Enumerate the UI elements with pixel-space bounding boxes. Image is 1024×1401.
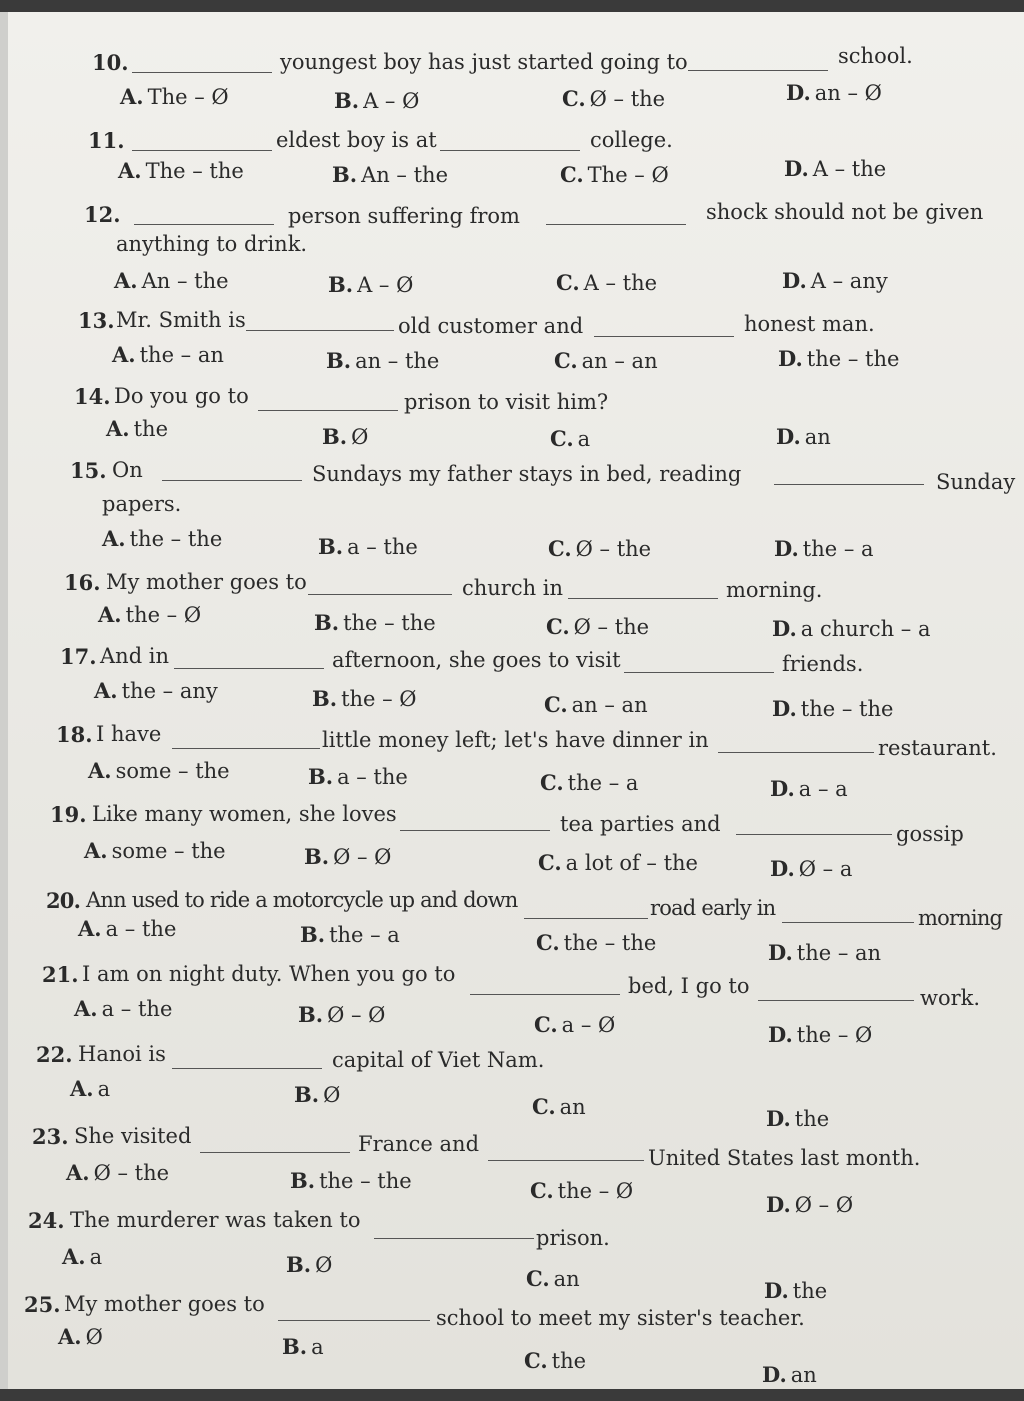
- option-letter: A.: [70, 1076, 94, 1101]
- answer-blank: [172, 1068, 322, 1069]
- option-text: the – an: [139, 343, 224, 367]
- option-text: Ø: [315, 1253, 333, 1277]
- option-b[interactable]: [282, 1334, 324, 1359]
- answer-blank: [624, 672, 774, 673]
- answer-blank: [132, 150, 272, 151]
- option-text: a – the: [347, 535, 418, 559]
- option-a[interactable]: [70, 1076, 110, 1101]
- option-b[interactable]: [322, 424, 368, 449]
- question-text: morning.: [726, 578, 823, 602]
- question-text: France and: [358, 1132, 480, 1156]
- option-letter: D.: [786, 80, 811, 105]
- option-text: the – the: [800, 697, 894, 721]
- option-text: the: [792, 1279, 828, 1303]
- option-letter: B.: [326, 348, 352, 373]
- option-letter: B.: [298, 1002, 324, 1027]
- option-text: a – the: [101, 997, 173, 1021]
- question-text: work.: [920, 986, 981, 1010]
- answer-blank: [200, 1152, 350, 1153]
- option-c[interactable]: [544, 692, 648, 717]
- answer-blank: [758, 1000, 914, 1001]
- option-b[interactable]: [290, 1168, 412, 1193]
- answer-blank: [568, 598, 718, 599]
- question-number: 18.: [56, 722, 93, 747]
- option-b[interactable]: [314, 610, 436, 635]
- option-letter: C.: [556, 270, 580, 295]
- option-text: Ø – Ø: [333, 845, 392, 869]
- option-letter: B.: [332, 162, 358, 187]
- option-letter: B.: [304, 844, 330, 869]
- answer-blank: [308, 594, 452, 595]
- option-letter: A.: [118, 158, 142, 183]
- option-c[interactable]: [562, 86, 665, 111]
- option-text: The – Ø: [147, 85, 229, 109]
- option-letter: D.: [782, 268, 807, 293]
- option-c[interactable]: [540, 770, 638, 795]
- top-frame-border: [0, 0, 1024, 12]
- option-text: an: [804, 425, 831, 449]
- option-d[interactable]: [770, 776, 848, 801]
- option-text: a: [89, 1245, 103, 1269]
- option-text: the – the: [319, 1169, 412, 1193]
- option-text: a church – a: [800, 617, 931, 641]
- option-letter: B.: [290, 1168, 316, 1193]
- answer-blank: [440, 150, 580, 151]
- option-b[interactable]: [286, 1252, 332, 1277]
- option-text: a – the: [337, 765, 408, 789]
- option-letter: B.: [328, 272, 354, 297]
- option-b[interactable]: [298, 1002, 385, 1027]
- option-letter: A.: [78, 916, 102, 941]
- question-text: morning: [918, 906, 1003, 930]
- question-number: 25.: [24, 1292, 61, 1317]
- option-text: a – a: [798, 777, 848, 801]
- option-text: an – an: [581, 349, 658, 373]
- option-text: a – the: [105, 917, 177, 941]
- option-text: the – any: [121, 679, 218, 703]
- question-text: friends.: [782, 652, 864, 676]
- option-text: An – the: [361, 163, 448, 187]
- option-letter: D.: [784, 156, 809, 181]
- question-number: 14.: [74, 384, 111, 409]
- question-text: bed, I go to: [628, 974, 750, 998]
- option-text: Ø – a: [798, 857, 853, 881]
- option-text: an – Ø: [814, 81, 882, 105]
- worksheet-page: [8, 12, 1024, 1389]
- option-letter: A.: [94, 678, 118, 703]
- question-number: 12.: [84, 202, 121, 227]
- option-letter: C.: [526, 1266, 550, 1291]
- option-text: an: [790, 1363, 817, 1387]
- question-text: She visited: [74, 1124, 192, 1148]
- option-c[interactable]: [526, 1266, 580, 1291]
- option-b[interactable]: [300, 922, 400, 947]
- option-letter: A.: [106, 416, 130, 441]
- option-text: the – Ø: [125, 603, 202, 627]
- option-text: A – the: [583, 271, 658, 295]
- option-text: a: [311, 1335, 324, 1359]
- question-text: United States last month.: [648, 1146, 921, 1170]
- option-letter: B.: [334, 88, 360, 113]
- option-letter: D.: [768, 1022, 793, 1047]
- question-text: Sundays my father stays in bed, reading: [312, 462, 742, 486]
- option-c[interactable]: [560, 162, 669, 187]
- option-letter: C.: [544, 692, 568, 717]
- option-letter: A.: [120, 84, 144, 109]
- option-d[interactable]: [774, 536, 874, 561]
- question-text: capital of Viet Nam.: [332, 1048, 545, 1072]
- option-a[interactable]: [66, 1160, 169, 1185]
- answer-blank: [400, 830, 550, 831]
- question-text: I have: [96, 722, 162, 746]
- option-a[interactable]: [120, 84, 229, 109]
- answer-blank: [774, 484, 924, 485]
- option-letter: D.: [772, 696, 797, 721]
- option-d[interactable]: [768, 1022, 872, 1047]
- option-d[interactable]: [772, 696, 893, 721]
- option-a[interactable]: [78, 916, 176, 941]
- option-letter: D.: [766, 1106, 791, 1131]
- option-a[interactable]: [62, 1244, 102, 1269]
- option-text: a: [577, 427, 591, 451]
- option-text: the – Ø: [796, 1023, 873, 1047]
- question-text: person suffering from: [288, 204, 520, 228]
- answer-blank: [162, 480, 302, 481]
- option-a[interactable]: [102, 526, 222, 551]
- option-d[interactable]: [784, 156, 886, 181]
- option-a[interactable]: [74, 996, 172, 1021]
- answer-blank: [488, 1160, 644, 1161]
- option-text: the – a: [567, 771, 639, 795]
- option-b[interactable]: [326, 348, 439, 373]
- question-number: 21.: [42, 962, 79, 987]
- question-text: gossip: [896, 822, 964, 846]
- option-text: the: [133, 417, 169, 441]
- question-continuation: papers.: [102, 492, 182, 516]
- option-letter: B.: [314, 610, 340, 635]
- option-letter: C.: [540, 770, 564, 795]
- option-text: Ø – Ø: [327, 1003, 386, 1027]
- option-text: A – the: [812, 157, 887, 181]
- option-letter: D.: [776, 424, 801, 449]
- option-text: Ø – the: [573, 615, 650, 639]
- option-d[interactable]: [770, 856, 852, 881]
- option-text: the – the: [343, 611, 436, 635]
- option-letter: D.: [778, 346, 803, 371]
- option-a[interactable]: [114, 268, 229, 293]
- option-text: Ø – the: [93, 1161, 170, 1185]
- answer-blank: [132, 72, 272, 73]
- option-text: the – the: [563, 931, 657, 955]
- option-letter: C.: [536, 930, 560, 955]
- option-letter: A.: [66, 1160, 90, 1185]
- option-c[interactable]: [534, 1012, 615, 1037]
- question-text: Ann used to ride a motorcycle up and down: [86, 888, 518, 912]
- question-text: Like many women, she loves: [92, 802, 397, 826]
- option-a[interactable]: [84, 838, 226, 863]
- option-text: an: [559, 1095, 586, 1119]
- question-number: 11.: [88, 128, 125, 153]
- option-a[interactable]: [98, 602, 201, 627]
- question-text: eldest boy is at: [276, 128, 437, 152]
- answer-blank: [594, 336, 734, 337]
- option-letter: C.: [524, 1348, 548, 1373]
- answer-blank: [246, 330, 394, 331]
- option-text: An – the: [141, 269, 229, 293]
- option-letter: D.: [762, 1362, 787, 1387]
- answer-blank: [172, 748, 320, 749]
- option-d[interactable]: [766, 1192, 853, 1217]
- answer-blank: [782, 922, 914, 923]
- option-letter: B.: [294, 1082, 320, 1107]
- option-letter: C.: [560, 162, 584, 187]
- answer-blank: [524, 918, 648, 919]
- option-letter: C.: [548, 536, 572, 561]
- option-c[interactable]: [554, 348, 658, 373]
- option-text: Ø: [323, 1083, 341, 1107]
- option-text: the – Ø: [557, 1179, 634, 1203]
- option-text: The – Ø: [587, 163, 669, 187]
- option-c[interactable]: [536, 930, 656, 955]
- option-text: The – the: [145, 159, 244, 183]
- option-c[interactable]: [556, 270, 657, 295]
- question-text: I am on night duty. When you go to: [82, 962, 456, 986]
- question-text: shock should not be given: [706, 200, 984, 224]
- question-number: 15.: [70, 458, 107, 483]
- question-number: 24.: [28, 1208, 65, 1233]
- option-text: a lot of – the: [565, 851, 698, 875]
- question-continuation: anything to drink.: [116, 232, 308, 256]
- option-letter: A.: [88, 758, 112, 783]
- option-text: a – Ø: [561, 1013, 616, 1037]
- option-letter: A.: [98, 602, 122, 627]
- answer-blank: [278, 1320, 430, 1321]
- option-c[interactable]: [546, 614, 649, 639]
- question-text: Sunday: [936, 470, 1016, 494]
- option-text: Ø: [85, 1325, 103, 1349]
- option-c[interactable]: [524, 1348, 586, 1373]
- option-text: the – the: [129, 527, 223, 551]
- question-number: 13.: [78, 308, 115, 333]
- option-d[interactable]: [786, 80, 882, 105]
- question-text: youngest boy has just started going to: [280, 50, 688, 74]
- option-letter: D.: [764, 1278, 789, 1303]
- question-text: Hanoi is: [78, 1042, 166, 1066]
- answer-blank: [688, 70, 828, 71]
- option-letter: C.: [534, 1012, 558, 1037]
- option-d[interactable]: [762, 1362, 817, 1387]
- option-text: A – Ø: [363, 89, 420, 113]
- option-text: Ø – the: [575, 537, 652, 561]
- question-number: 10.: [92, 50, 129, 75]
- option-letter: D.: [774, 536, 799, 561]
- option-letter: C.: [546, 614, 570, 639]
- question-text: honest man.: [744, 312, 875, 336]
- option-b[interactable]: [312, 686, 417, 711]
- option-text: the: [794, 1107, 830, 1131]
- question-text: prison to visit him?: [404, 390, 609, 414]
- option-b[interactable]: [328, 272, 413, 297]
- answer-blank: [258, 410, 398, 411]
- option-a[interactable]: [94, 678, 218, 703]
- option-letter: A.: [74, 996, 98, 1021]
- question-text: Mr. Smith is: [116, 308, 246, 332]
- question-text: And in: [100, 644, 170, 668]
- option-letter: C.: [550, 426, 574, 451]
- answer-blank: [546, 224, 686, 225]
- question-number: 22.: [36, 1042, 73, 1067]
- question-text: On: [112, 458, 143, 482]
- option-text: the – the: [806, 347, 900, 371]
- option-letter: A.: [62, 1244, 86, 1269]
- question-text: tea parties and: [560, 812, 721, 836]
- option-text: the – an: [796, 941, 882, 965]
- option-letter: B.: [300, 922, 326, 947]
- option-text: an – an: [571, 693, 648, 717]
- option-c[interactable]: [550, 426, 590, 451]
- option-d[interactable]: [766, 1106, 829, 1131]
- option-a[interactable]: [118, 158, 244, 183]
- option-text: the: [551, 1349, 587, 1373]
- option-letter: C.: [532, 1094, 556, 1119]
- question-text: old customer and: [398, 314, 584, 338]
- option-c[interactable]: [538, 850, 698, 875]
- option-text: an: [553, 1267, 580, 1291]
- option-letter: D.: [772, 616, 797, 641]
- option-letter: C.: [530, 1178, 554, 1203]
- option-c[interactable]: [530, 1178, 633, 1203]
- option-a[interactable]: [112, 342, 224, 367]
- option-letter: C.: [554, 348, 578, 373]
- option-letter: A.: [112, 342, 136, 367]
- option-letter: D.: [766, 1192, 791, 1217]
- question-text: The murderer was taken to: [70, 1208, 361, 1232]
- option-letter: D.: [770, 856, 795, 881]
- option-d[interactable]: [768, 940, 881, 965]
- answer-blank: [174, 668, 324, 669]
- question-number: 16.: [64, 570, 101, 595]
- option-text: Ø – Ø: [794, 1193, 854, 1217]
- option-b[interactable]: [334, 88, 419, 113]
- question-text: restaurant.: [878, 736, 997, 760]
- option-letter: A.: [114, 268, 138, 293]
- option-letter: B.: [322, 424, 348, 449]
- option-letter: B.: [312, 686, 338, 711]
- option-d[interactable]: [764, 1278, 827, 1303]
- option-text: the – a: [802, 537, 874, 561]
- option-c[interactable]: [532, 1094, 586, 1119]
- question-text: My mother goes to: [64, 1292, 265, 1316]
- option-b[interactable]: [308, 764, 408, 789]
- option-letter: B.: [308, 764, 334, 789]
- question-text: road early in: [650, 896, 776, 920]
- option-d[interactable]: [776, 424, 831, 449]
- option-text: Ø – the: [589, 87, 666, 111]
- option-letter: D.: [770, 776, 795, 801]
- question-text: church in: [462, 576, 564, 600]
- option-letter: D.: [768, 940, 793, 965]
- bottom-frame-border: [0, 1389, 1024, 1401]
- question-text: college.: [590, 128, 673, 152]
- answer-blank: [470, 994, 620, 995]
- option-text: the – a: [329, 923, 400, 947]
- option-text: some – the: [115, 759, 230, 783]
- option-b[interactable]: [318, 534, 418, 559]
- option-letter: C.: [538, 850, 562, 875]
- option-letter: B.: [286, 1252, 312, 1277]
- option-text: some – the: [111, 839, 226, 863]
- option-letter: B.: [318, 534, 344, 559]
- option-b[interactable]: [294, 1082, 340, 1107]
- question-number: 19.: [50, 802, 87, 827]
- option-letter: C.: [562, 86, 586, 111]
- option-a[interactable]: [88, 758, 230, 783]
- option-b[interactable]: [304, 844, 391, 869]
- option-text: an – the: [355, 349, 440, 373]
- option-text: the – Ø: [341, 687, 417, 711]
- answer-blank: [736, 834, 892, 835]
- answer-blank: [134, 224, 274, 225]
- question-text: little money left; let's have dinner in: [322, 728, 709, 752]
- option-letter: B.: [282, 1334, 308, 1359]
- option-letter: A.: [102, 526, 126, 551]
- option-d[interactable]: [778, 346, 899, 371]
- question-text: My mother goes to: [106, 570, 307, 594]
- option-d[interactable]: [772, 616, 930, 641]
- option-text: a: [97, 1077, 111, 1101]
- question-text: school.: [838, 44, 913, 68]
- answer-blank: [374, 1238, 534, 1239]
- question-text: school to meet my sister's teacher.: [436, 1306, 805, 1330]
- option-c[interactable]: [548, 536, 651, 561]
- option-text: A – Ø: [357, 273, 414, 297]
- option-a[interactable]: [58, 1324, 103, 1349]
- question-text: prison.: [536, 1226, 610, 1250]
- answer-blank: [718, 752, 874, 753]
- question-number: 23.: [32, 1124, 69, 1149]
- question-text: afternoon, she goes to visit: [332, 648, 621, 672]
- option-text: Ø: [351, 425, 369, 449]
- option-b[interactable]: [332, 162, 448, 187]
- question-number: 17.: [60, 644, 97, 669]
- option-d[interactable]: [782, 268, 888, 293]
- question-text: Do you go to: [114, 384, 249, 408]
- option-a[interactable]: [106, 416, 168, 441]
- option-letter: A.: [84, 838, 108, 863]
- option-text: A – any: [810, 269, 888, 293]
- option-letter: A.: [58, 1324, 82, 1349]
- question-number: 20.: [46, 888, 81, 913]
